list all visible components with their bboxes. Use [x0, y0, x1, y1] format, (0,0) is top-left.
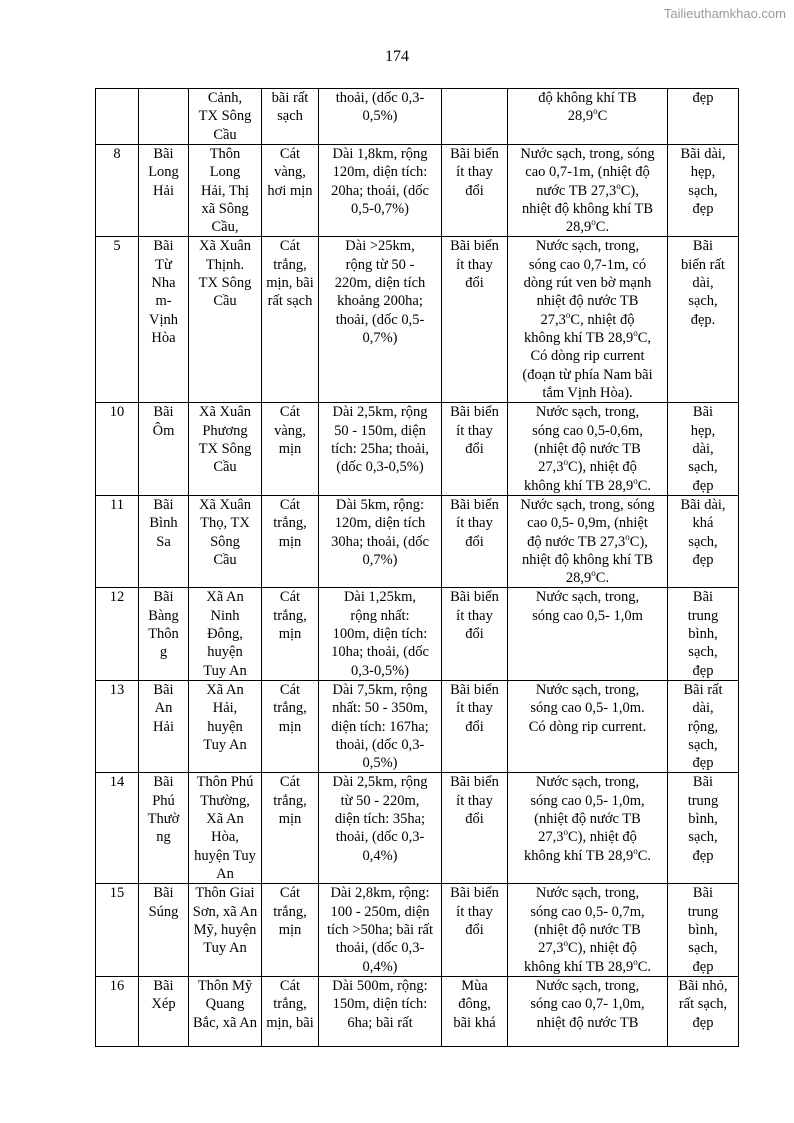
water-cell: Nước sạch, trong, sóng cao 0,7-1m, có dòng rút ven bờ mạnh nhiệt độ nước TB 27,3$^o$C, nhiệt độ không khí TB 28,9$^o$C, Có dòng rip current (đoạn từ phía Nam bãi tắm Vịnh Hòa).: [508, 237, 668, 403]
remark-cell: Bãi biển rất dài, sạch, đẹp.: [668, 237, 739, 403]
beach-name-cell: [139, 89, 189, 145]
size-cell: Dài 1,8km, rộng 120m, diện tích: 20ha; thoải, (dốc 0,5-0,7%): [319, 145, 442, 237]
sand-cell: Cát trắng, mịn: [262, 773, 319, 884]
water-cell: Nước sạch, trong, sóng cao 0,7- 1,0m, nhiệt độ nước TB: [508, 976, 668, 1046]
remark-cell: Bãi nhỏ, rất sạch, đẹp: [668, 976, 739, 1046]
stt-cell: 8: [96, 145, 139, 237]
sand-cell: Cát trắng, mịn: [262, 588, 319, 680]
sand-cell: bãi rất sạch: [262, 89, 319, 145]
location-cell: Cảnh, TX Sông Cầu: [189, 89, 262, 145]
size-cell: Dài 500m, rộng: 150m, diện tích: 6ha; bãi rất: [319, 976, 442, 1046]
beach-table: [95, 88, 739, 1047]
beach-name-cell: Bãi Phú Thườ ng: [139, 773, 189, 884]
water-cell: Nước sạch, trong, sóng cao 0,5- 0,7m, (nhiệt độ nước TB 27,3$^o$C), nhiệt độ không khí TB 28,9$^o$C.: [508, 884, 668, 976]
water-cell: Nước sạch, trong, sóng cao 0,7-1m, (nhiệt độ nước TB 27,3$^o$C), nhiệt độ không khí TB 28,9$^o$C.: [508, 145, 668, 237]
table-row: [96, 680, 739, 772]
stt-cell: 15: [96, 884, 139, 976]
sand-cell: Cát vàng, hơi mịn: [262, 145, 319, 237]
location-cell: Thôn Mỹ Quang Bắc, xã An: [189, 976, 262, 1046]
table-row: [96, 145, 739, 237]
location-cell: Thôn Long Hải, Thị xã Sông Cầu,: [189, 145, 262, 237]
stt-cell: 13: [96, 680, 139, 772]
sand-cell: Cát trắng, mịn: [262, 884, 319, 976]
sand-cell: Cát vàng, mịn: [262, 403, 319, 495]
change-cell: Mùa đông, bãi khá: [442, 976, 508, 1046]
location-cell: Xã An Ninh Đông, huyện Tuy An: [189, 588, 262, 680]
beach-name-cell: Bãi Long Hải: [139, 145, 189, 237]
table-row: [96, 237, 739, 403]
table-body: [96, 89, 739, 1047]
water-cell: Nước sạch, trong, sóng cao 0,5- 0,9m, (nhiệt độ nước TB 27,3$^o$C), nhiệt độ không khí TB 28,9$^o$C.: [508, 495, 668, 587]
beach-name-cell: Bãi Bình Sa: [139, 495, 189, 587]
remark-cell: đẹp: [668, 89, 739, 145]
stt-cell: 16: [96, 976, 139, 1046]
stt-cell: 14: [96, 773, 139, 884]
location-cell: Thôn Giai Sơn, xã An Mỹ, huyện Tuy An: [189, 884, 262, 976]
change-cell: Bãi biển ít thay đổi: [442, 495, 508, 587]
water-cell: Nước sạch, trong, sóng cao 0,5- 1,0m: [508, 588, 668, 680]
water-cell: Nước sạch, trong, sóng cao 0,5- 1,0m, (nhiệt độ nước TB 27,3$^o$C), nhiệt độ không khí TB 28,9$^o$C.: [508, 773, 668, 884]
location-cell: Thôn Phú Thường, Xã An Hòa, huyện Tuy An: [189, 773, 262, 884]
remark-cell: Bãi trung bình, sạch, đẹp: [668, 884, 739, 976]
change-cell: Bãi biển ít thay đổi: [442, 884, 508, 976]
table-row: [96, 884, 739, 976]
watermark-text: Tailieuthamkhao.com: [663, 6, 786, 21]
sand-cell: Cát trắng, mịn, bãi: [262, 976, 319, 1046]
change-cell: Bãi biển ít thay đổi: [442, 680, 508, 772]
page-number: 174: [385, 48, 409, 65]
sand-cell: Cát trắng, mịn: [262, 495, 319, 587]
beach-name-cell: Bãi Bàng Thôn g: [139, 588, 189, 680]
stt-cell: 10: [96, 403, 139, 495]
stt-cell: 12: [96, 588, 139, 680]
stt-cell: 5: [96, 237, 139, 403]
size-cell: Dài 1,25km, rộng nhất: 100m, diện tích: 10ha; thoải, (dốc 0,3-0,5%): [319, 588, 442, 680]
change-cell: Bãi biển ít thay đổi: [442, 403, 508, 495]
table-row: [96, 495, 739, 587]
remark-cell: Bãi trung bình, sạch, đẹp: [668, 773, 739, 884]
table-row: [96, 976, 739, 1046]
remark-cell: Bãi hẹp, dài, sạch, đẹp: [668, 403, 739, 495]
water-cell: Nước sạch, trong, sóng cao 0,5-0,6m, (nhiệt độ nước TB 27,3$^o$C), nhiệt độ không khí TB 28,9$^o$C.: [508, 403, 668, 495]
size-cell: Dài 2,5km, rộng từ 50 - 220m, diện tích: 35ha; thoải, (dốc 0,3- 0,4%): [319, 773, 442, 884]
table-row: [96, 588, 739, 680]
remark-cell: Bãi trung bình, sạch, đẹp: [668, 588, 739, 680]
size-cell: thoải, (dốc 0,3- 0,5%): [319, 89, 442, 145]
beach-name-cell: Bãi Xép: [139, 976, 189, 1046]
sand-cell: Cát trắng, mịn: [262, 680, 319, 772]
remark-cell: Bãi dài, hẹp, sạch, đẹp: [668, 145, 739, 237]
change-cell: Bãi biển ít thay đổi: [442, 773, 508, 884]
table-row: [96, 773, 739, 884]
beach-name-cell: Bãi Súng: [139, 884, 189, 976]
water-cell: Nước sạch, trong, sóng cao 0,5- 1,0m. Có dòng rip current.: [508, 680, 668, 772]
table-row: [96, 403, 739, 495]
table-row: [96, 89, 739, 145]
water-cell: độ không khí TB 28,9$^o$C: [508, 89, 668, 145]
location-cell: Xã An Hải, huyện Tuy An: [189, 680, 262, 772]
stt-cell: [96, 89, 139, 145]
location-cell: Xã Xuân Thọ, TX Sông Cầu: [189, 495, 262, 587]
size-cell: Dài 5km, rộng: 120m, diện tích 30ha; thoải, (dốc 0,7%): [319, 495, 442, 587]
beach-name-cell: Bãi Ôm: [139, 403, 189, 495]
location-cell: Xã Xuân Phương TX Sông Cầu: [189, 403, 262, 495]
size-cell: Dài 2,5km, rộng 50 - 150m, diện tích: 25ha; thoải, (dốc 0,3-0,5%): [319, 403, 442, 495]
beach-name-cell: Bãi Từ Nha m- Vịnh Hòa: [139, 237, 189, 403]
stt-cell: 11: [96, 495, 139, 587]
size-cell: Dài 7,5km, rộng nhất: 50 - 350m, diện tích: 167ha; thoải, (dốc 0,3- 0,5%): [319, 680, 442, 772]
remark-cell: Bãi rất dài, rộng, sạch, đẹp: [668, 680, 739, 772]
size-cell: Dài 2,8km, rộng: 100 - 250m, diện tích >50ha; bãi rất thoải, (dốc 0,3- 0,4%): [319, 884, 442, 976]
size-cell: Dài >25km, rộng từ 50 - 220m, diện tích khoảng 200ha; thoải, (dốc 0,5- 0,7%): [319, 237, 442, 403]
beach-name-cell: Bãi An Hải: [139, 680, 189, 772]
change-cell: Bãi biển ít thay đổi: [442, 145, 508, 237]
remark-cell: Bãi dài, khá sạch, đẹp: [668, 495, 739, 587]
change-cell: Bãi biển ít thay đổi: [442, 237, 508, 403]
sand-cell: Cát trắng, mịn, bãi rất sạch: [262, 237, 319, 403]
location-cell: Xã Xuân Thịnh. TX Sông Cầu: [189, 237, 262, 403]
change-cell: Bãi biển ít thay đổi: [442, 588, 508, 680]
change-cell: [442, 89, 508, 145]
